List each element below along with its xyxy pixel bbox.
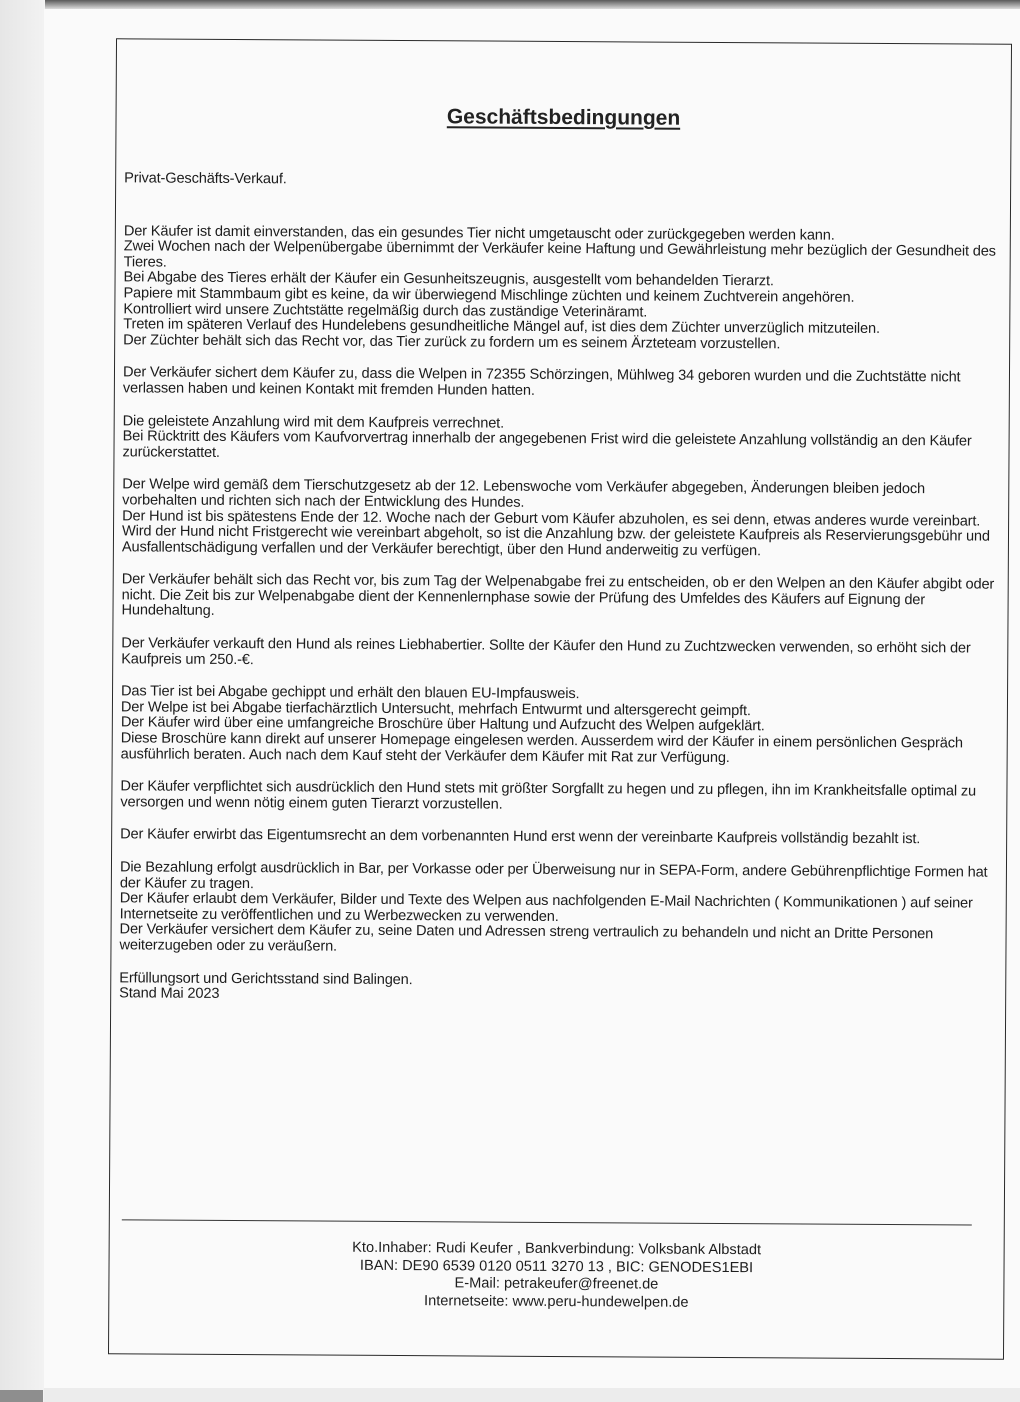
text-line: Treten im späteren Verlauf des Hundelebens gesundheitliche Mängel auf, ist dies dem Züchter unverzüglich mitzuteilen. — [123, 316, 880, 338]
paragraph-intro — [124, 171, 1004, 192]
text-line: Der Käufer ist damit einverstanden, das ein gesundes Tier nicht umgetauscht oder zurückgegeben werden kann. — [123, 222, 835, 244]
scan-edge-block — [0, 1390, 43, 1402]
text-line: Der Welpe ist bei Abgabe tierfachärztlich Untersucht, mehrfach Entwurmt und altersgerecht geimpft. — [120, 699, 751, 720]
paragraph-deposit — [122, 414, 1002, 466]
paragraph-ownership — [120, 828, 1000, 849]
text-line: Der Käufer erwirbt das Eigentumsrecht an dem vorbenannten Hund erst wenn der vereinbarte Kaufpreis vollständig bezahlt ist. — [120, 826, 921, 848]
scan-shadow-top — [45, 0, 1020, 9]
paragraph-health — [123, 224, 1004, 354]
text-line: Die Bezahlung erfolgt ausdrücklich in Bar, per Vorkasse oder per Überweisung nur in SEPA-Form, andere Gebührenpflichtige Formen hat der Käufer zu tragen. — [119, 859, 988, 892]
footer-divider — [122, 1219, 972, 1225]
text-line: Papiere mit Stammbaum gibt es keine, da wir überwiegend Mischlinge züchten und keinem Zuchtverein angehören. — [123, 285, 855, 306]
account-holder-line: Kto.Inhaber: Rudi Keufer , Bankverbindung: Volksbank Albstadt — [352, 1239, 762, 1259]
paragraph-origin — [123, 366, 1003, 403]
document-title: Geschäftsbedingungen — [446, 105, 681, 130]
iban-line: IBAN: DE90 6539 0120 0511 3270 13 , BIC: GENODES1EBI — [359, 1257, 754, 1276]
text-line: Zwei Wochen nach der Welpenübergabe übernimmt der Verkäufer keine Haftung und Gewährleistung mehr bezüglich der Gesundheit des Tieres. — [123, 238, 996, 271]
document-frame — [108, 38, 1012, 1359]
text-line: Die geleistete Anzahlung wird mit dem Kaufpreis verrechnet. — [122, 412, 505, 432]
paragraph-seller-rights — [121, 573, 1001, 625]
text-line: Stand Mai 2023 — [119, 985, 220, 1003]
bank-details-footer — [109, 1238, 1003, 1313]
email-line: E-Mail: petrakeufer@freenet.de — [454, 1275, 659, 1293]
text-line: Der Käufer erlaubt dem Verkäufer, Bilder und Texte des Welpen aus nachfolgenden E-Mail Nachrichten ( Kommunikationen ) auf seiner Internetseite zu veröffentlichen und zu Werbezwecken zu verwenden. — [119, 890, 973, 925]
text-line: Der Verkäufer versichert dem Käufer zu, seine Daten und Adressen streng vertraulich zu behandeln und nicht an Dritte Personen weiterzugeben oder zu veräußern. — [119, 921, 934, 955]
text-line: Das Tier ist bei Abgabe gechippt und erhält den blauen EU-Impfausweis. — [120, 683, 580, 703]
text-line: Der Hund ist bis spätestens Ende der 12. Woche nach der Geburt vom Käufer abzuholen, es sei denn, etwas anderes wurde vereinbart. — [122, 507, 981, 530]
text-line: Wird der Hund nicht Fristgerecht wie vereinbart abgeholt, so ist die Anzahlung bzw. der geleistete Kaufpreis als Reservierungsgebühr und Ausfallentschädigung verfallen und der Verkäufer berechtigt, über den Hund anderweitig zu verfügen. — [121, 523, 990, 559]
paragraph-breeding — [121, 636, 1001, 673]
paragraph-handover — [122, 478, 1002, 561]
text-line: Der Verkäufer sichert dem Käufer zu, dass die Welpen in 72355 Schörzingen, Mühlweg 34 geboren wurden und die Zuchtstätte nicht verlassen haben und keinen Kontakt mit fremden Hunden hatten. — [122, 364, 961, 399]
paragraph-jurisdiction — [119, 971, 999, 1008]
text-line: Privat-Geschäfts-Verkauf. — [124, 170, 287, 188]
paragraph-payment — [119, 860, 1000, 959]
text-line: Der Käufer wird über eine umfangreiche Broschüre über Haltung und Aufzucht des Welpen aufgeklärt. — [120, 714, 765, 735]
text-line: Der Verkäufer behält sich das Recht vor, bis zum Tag der Welpenabgabe frei zu entscheiden, ob er den Welpen an den Käufer abgibt oder nicht. Die Zeit bis zur Welpenabgabe dient der Kennenlernphase sowie der Prüfung des Umfeldes des Käufers auf Eignung der Hundehaltung. — [121, 571, 995, 620]
paragraph-vaccination — [121, 685, 1001, 768]
text-line: Erfüllungsort und Gerichtsstand sind Balingen. — [119, 969, 413, 988]
text-line: Kontrolliert wird unsere Zuchtstätte regelmäßig durch das zuständige Veterinäramt. — [123, 300, 648, 321]
text-line: Bei Rücktritt des Käufers vom Kaufvorvertrag innerhalb der angegebenen Frist wird die geleistete Anzahlung vollständig an den Käufer zurückerstattet. — [122, 428, 972, 461]
paragraph-care — [120, 780, 1000, 817]
text-line: Bei Abgabe des Tieres erhält der Käufer ein Gesunheitszeugnis, ausgestellt vom behandelden Tierarzt. — [123, 269, 774, 290]
text-line: Diese Broschüre kann direkt auf unserer Homepage eingelesen werden. Ausserdem wird der Käufer in einem persönlichen Gespräch ausführlich beraten. Auch nach dem Kauf steht der Verkäufer dem Käufer mit Rat zur Verfügung. — [120, 730, 963, 766]
scan-shadow-bottom — [44, 1388, 1020, 1402]
text-line: Der Züchter behält sich das Recht vor, das Tier zurück zu fordern um es seinem Ärzteteam vorzustellen. — [123, 332, 781, 353]
text-line: Der Welpe wird gemäß dem Tierschutzgesetz ab der 12. Lebenswoche vom Verkäufer abgegeben, Änderungen bleiben jedoch vorbehalten und richten sich nach der Entwicklung des Hundes. — [122, 476, 926, 511]
text-line: Der Verkäufer verkauft den Hund als reines Liebhabertier. Sollte der Käufer den Hund zu Zuchtzwecken verwenden, so erhöht sich der Kaufpreis um 250.-€. — [121, 635, 971, 668]
scan-shadow-left — [0, 0, 44, 1402]
text-line: Der Käufer verpflichtet sich ausdrücklich den Hund stets mit größter Sorgfallt zu hegen und zu pflegen, ihn im Krankheitsfalle optimal zu versorgen und wenn nötig einem guten Tierarzt vorzustellen. — [120, 778, 977, 813]
terms-body — [119, 171, 1004, 1024]
website-line: Internetseite: www.peru-hundewelpen.de — [424, 1292, 689, 1311]
